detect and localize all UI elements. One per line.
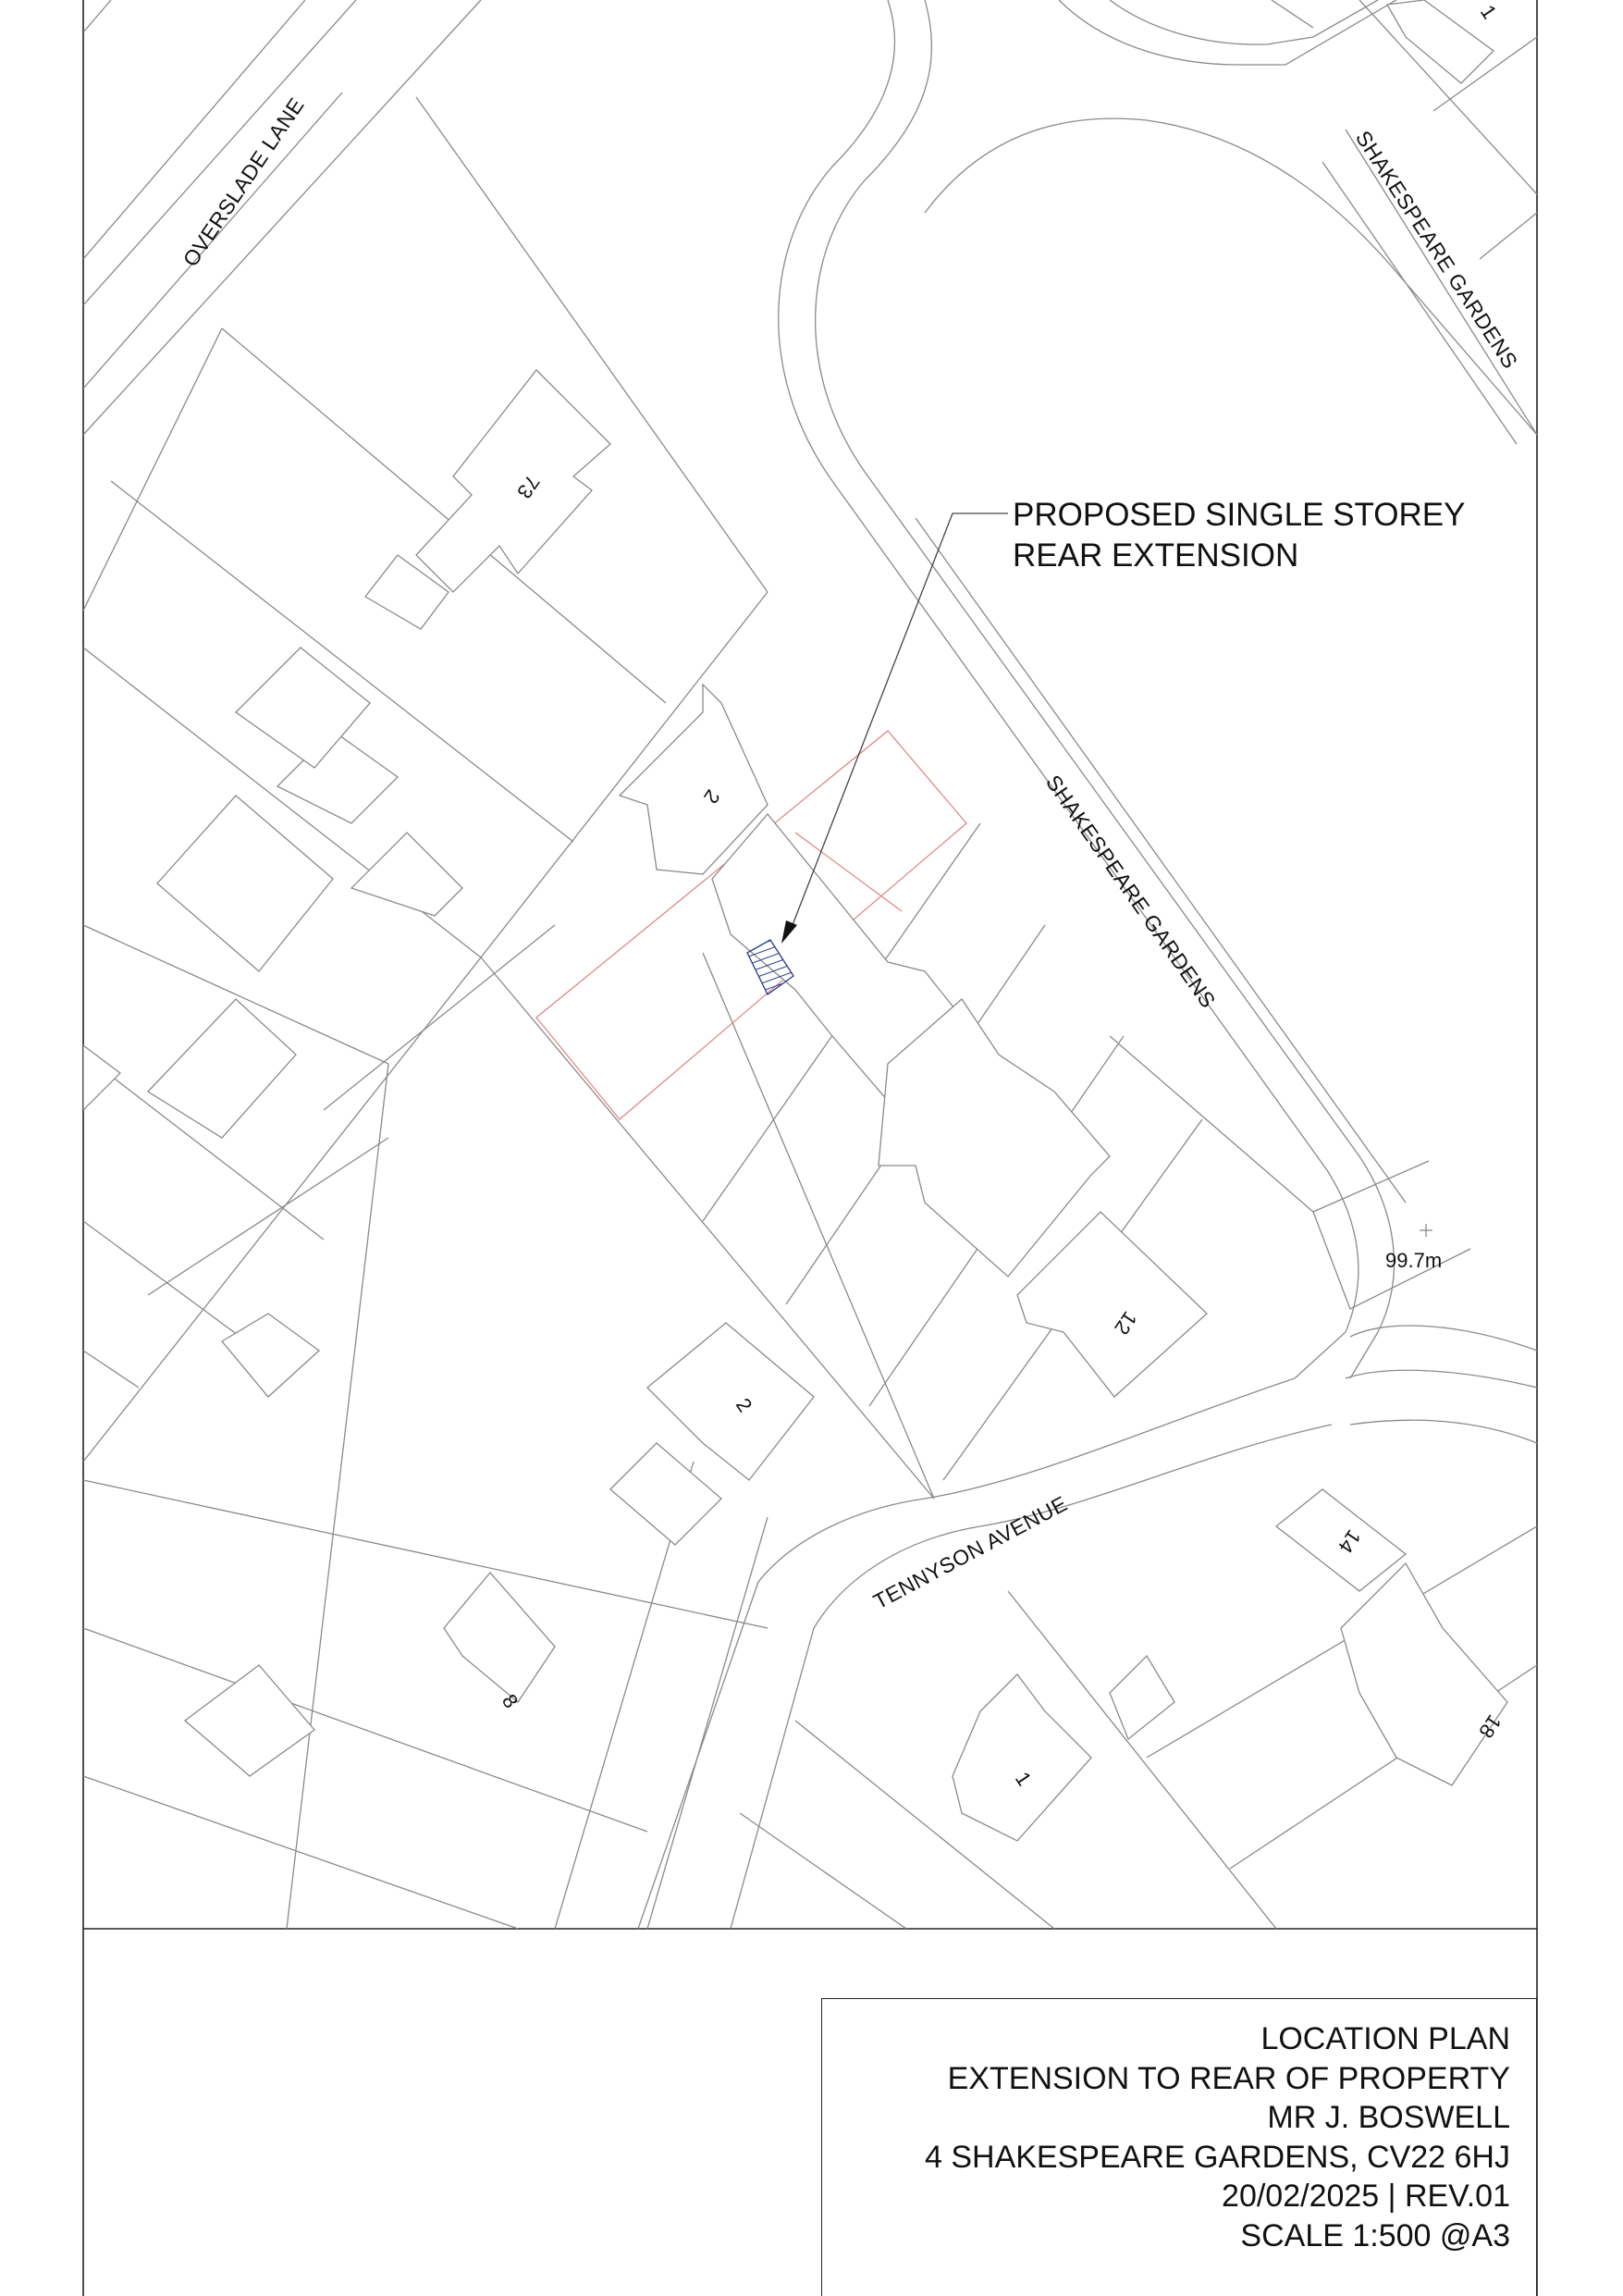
house-number-12: 12: [1110, 1307, 1142, 1339]
callout-line-2: REAR EXTENSION: [1013, 537, 1299, 574]
road-label-tennyson-avenue: TENNYSON AVENUE: [869, 1490, 1072, 1614]
road-overslade-lane: [83, 0, 481, 435]
house-number-8: 8: [497, 1689, 523, 1712]
drawing-title: LOCATION PLAN: [1260, 2021, 1510, 2056]
house-number-14: 14: [1334, 1525, 1366, 1558]
road-label-shakespeare-gardens-lower: SHAKESPEARE GARDENS: [1040, 770, 1221, 1013]
client-name: MR J. BOSWELL: [1267, 2100, 1510, 2135]
site-address: 4 SHAKESPEARE GARDENS, CV22 6HJ: [924, 2139, 1510, 2175]
callout-line-1: PROPOSED SINGLE STOREY: [1013, 497, 1466, 533]
title-block: [821, 1998, 1537, 2296]
house-number-1-bottom: 1: [1010, 1767, 1037, 1790]
spot-level-marker: [1420, 1224, 1432, 1237]
spot-level-label: 99.7m: [1385, 1249, 1443, 1272]
drawing-frame: [83, 0, 1537, 2296]
house-number-73: 73: [512, 471, 545, 503]
drawing-scale: SCALE 1:500 @A3: [1240, 2217, 1510, 2253]
road-label-overslade-lane: OVERSLADE LANE: [178, 93, 309, 271]
house-number-1-top: 1: [1475, 0, 1502, 23]
road-label-shakespeare-gardens-upper: SHAKESPEARE GARDENS: [1350, 126, 1523, 374]
drawing-description: EXTENSION TO REAR OF PROPERTY: [947, 2060, 1510, 2096]
date-revision: 20/02/2025 | REV.01: [1222, 2179, 1510, 2214]
house-number-2-upper: 2: [699, 785, 725, 809]
house-number-2-lower: 2: [731, 1393, 757, 1416]
title-block-text: [925, 2019, 1510, 2255]
house-number-18: 18: [1474, 1710, 1506, 1743]
buildings: [83, 0, 1507, 1841]
